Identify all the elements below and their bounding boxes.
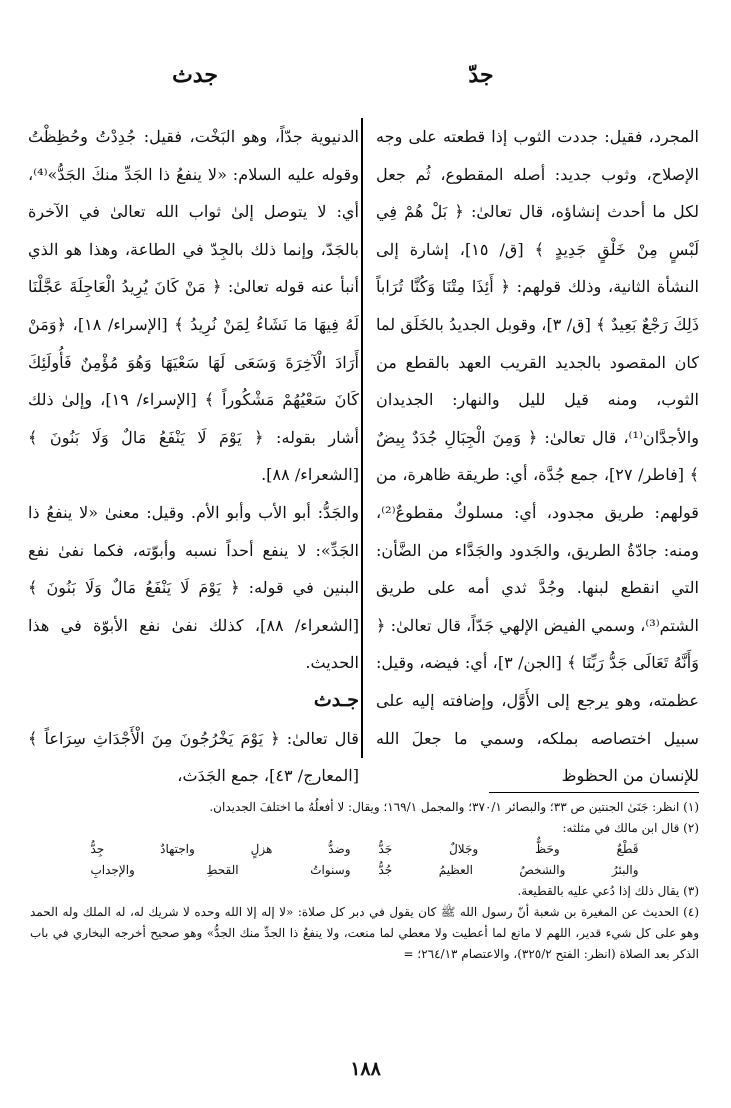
footnote-rule — [489, 792, 699, 793]
column-divider — [361, 118, 363, 758]
entry-heading: جـدث — [313, 688, 359, 711]
running-header-left: جدث — [172, 62, 218, 88]
poem-hemistich: وضدُّ هزلٍ واجتهادٌ جِدُّ — [90, 842, 351, 856]
poem-hemistich: قَطْعٌ وحَظٌّ وجَلالٌ جَدُّ — [378, 842, 639, 856]
left-column-paragraph-1: الدنيوية جدّاً، وهو البَخْت، فقيل: جُدِدْتُ وحُظِظْتُ وقوله عليه السلام: «لا ينفعُ ذا الجَدِّ منكَ الجَدُّ»⁽⁴⁾، أي: لا يتوصل إلىٰ ثواب الله تعالىٰ في الآخرة بالجَدّ، وإنما ذلك بالجِدّ في الطاعة، وهذا هو الذي أنبأ عنه قوله تعالىٰ: ﴿ مَنْ كَانَ يُرِيدُ الْعَاجِلَةَ عَجَّلْنَا لَهُ فِيهَا مَا نَشَاءُ لِمَنْ نُرِيدُ ﴾ [الإسراء/ ١٨]، ﴿وَمَنْ أَرَادَ الْآخِرَةَ وَسَعَى لَهَا سَعْيَهَا وَهُوَ مُؤْمِنٌ فَأُولَئِكَ كَانَ سَعْيُهُمْ مَشْكُوراً ﴾ [الإسراء/ ١٩]، وإلىٰ ذلك أشار بقوله: ﴿ يَوْمَ لَا يَنْفَعُ مَالٌ وَلَا بَنُونَ ﴾ [الشعراء/ ٨٨]. — [28, 127, 359, 485]
poem-hemistich: والبئرُ والشخصُ العظيمُ جُدُّ — [378, 863, 639, 877]
poem-verse-2 — [30, 860, 699, 881]
running-header-right: جدّ — [468, 62, 494, 88]
footnote-3: (٣) يقال ذلك إذا دُعي عليه بالقطيعة. — [517, 884, 699, 898]
right-column — [376, 118, 699, 794]
left-column-paragraph-2: والجَدُّ: أبو الأب وأبو الأم. وقيل: معنىٰ «لا ينفعُ ذا الجَدِّ»: لا ينفع أحداً نسبه وأبوّته، فكما نفىٰ نفع البنين في قوله: ﴿ يَوْمَ لَا يَنْفَعُ مَالٌ وَلَا بَنُونَ ﴾ [الشعراء/ ٨٨]، كذلك نفىٰ نفع الأبوّة في هذا الحديث. — [28, 502, 359, 673]
left-column — [28, 118, 359, 794]
poem-verse-1 — [30, 839, 699, 860]
footnote-2: (٢) قال ابن مالك في مثلثه: — [562, 821, 699, 835]
right-column-text: المجرد، فقيل: جددت الثوب إذا قطعته على وجه الإصلاح، وثوب جديد: أصله المقطوع، ثُم جعل لكل ما أحدث إنشاؤه، قال تعالىٰ: ﴿ بَلْ هُمْ فِي لَبْسٍ مِنْ خَلْقٍ جَدِيدٍ ﴾ [ق/ ١٥]، إشارة إلى النشأة الثانية، وذلك قولهم: ﴿ أَئِذَا مِتْنَا وَكُنَّا تُرَاباً ذَلِكَ رَجْعٌ بَعِيدٌ ﴾ [ق/ ٣]، وقوبل الجديدُ بالخَلَق لما كان المقصود بالجديد القريب العهد بالقطع من الثوب، ومنه قيل لليل والنهار: الجديدان والأجدَّان⁽¹⁾، قال تعالىٰ: ﴿ وَمِنَ الْجِبَالِ جُدَدٌ بِيضٌ ﴾ [فاطر/ ٢٧]، جمع جُدَّة، أي: طريقة ظاهرة، من قولهم: طريق مجدود، أي: مسلوكٌ مقطوعٌ⁽²⁾، ومنه: جادّةُ الطريق، والجَدود والجَدَّاء من الضَّأن: التي انقطع لبنها. وجُدَّ ثدي أمه على طريق الشتم⁽³⁾، وسمي الفيض الإلهي جَدّاً، قال تعالىٰ: ﴿ وَأَنَّهُ تَعَالَى جَدُّ رَبِّنَا ﴾ [الجن/ ٣]، أي: فيضه، وقيل: عظمته، وهو يرجع إلى الأَوَّل، وإضافته إليه على سبيل اختصاصه بملكه، وسمي ما جعلَ الله للإنسان من الحظوظ — [376, 127, 699, 786]
poem-hemistich: وسنواتُ القحطِ والإجدابِ — [90, 863, 351, 877]
footnote-4: (٤) الحديث عن المغيرة بن شعبة أنّ رسول الله ﷺ كان يقول في دبر كل صلاة: «لا إله إلا الله وحده لا شريك له، له الملك وله الحمد وهو على كل شيء قدير، اللهم لا مانع لما أعطيت ولا معطي لما منعت، ولا ينفعُ ذا الجدِّ منك الجدُّ» وهو صحيح أخرجه البخاري في باب الذكر بعد الصلاة (انظر: الفتح ٣٢٥/٢)، والاعتصام ٢٦٤/١٣؛ = — [30, 905, 699, 961]
footnotes — [30, 797, 699, 965]
left-column-paragraph-3: قال تعالىٰ: ﴿ يَوْمَ يَخْرُجُونَ مِنَ الْأَجْدَاثِ سِرَاعاً ﴾ [المعارج/ ٤٣]، جمع الجَدَث، — [28, 728, 359, 786]
page-number: ١٨٨ — [350, 1058, 381, 1080]
footnote-1: (١) انظر: جَنَىٰ الجنتين ص ٣٣؛ والبصائر ٣٧٠/١؛ والمجمل ١٦٩/١؛ ويقال: لا أفعلُهُ ما اختلفَ الجديدان. — [209, 800, 699, 814]
